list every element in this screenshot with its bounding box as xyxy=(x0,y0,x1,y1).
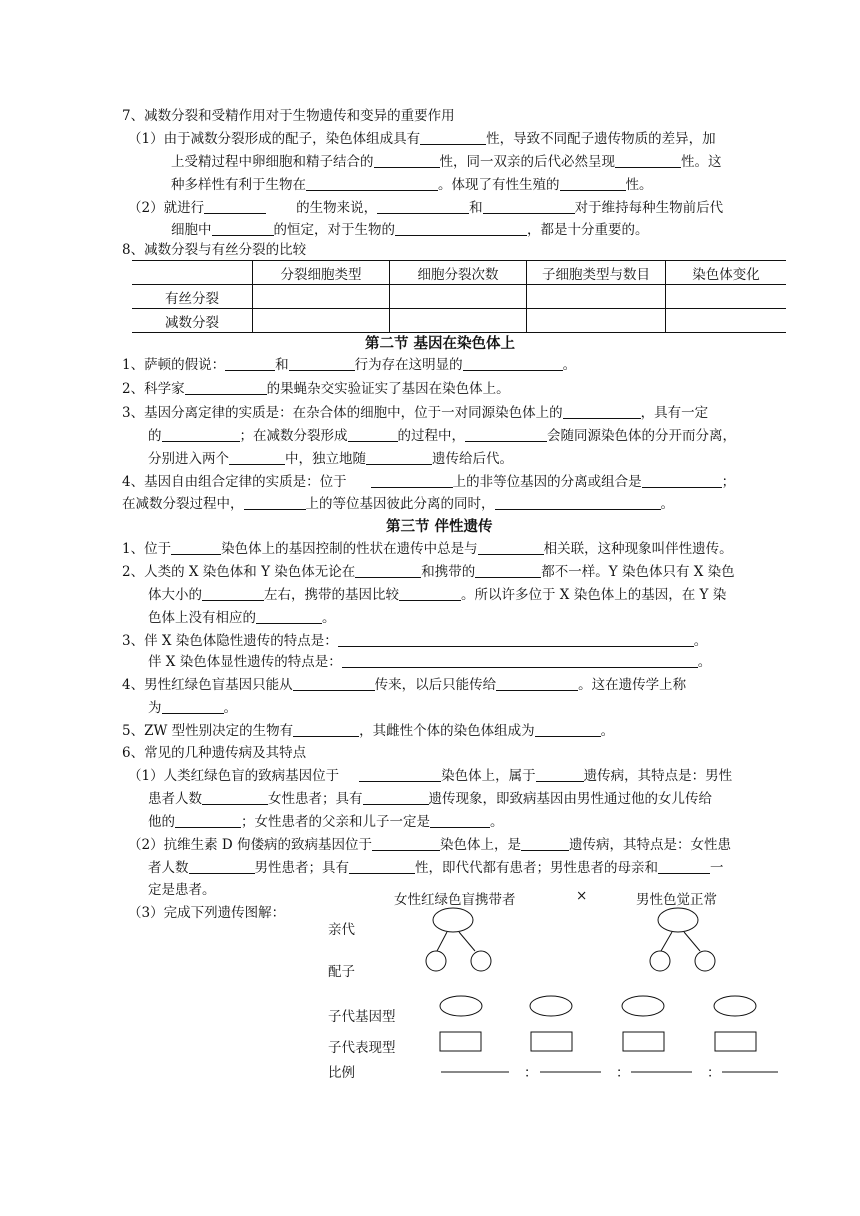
female-parent-oval[interactable] xyxy=(433,908,473,932)
s3-q5: 5、ZW 型性别决定的生物有 ，其雌性个体的染色体组成为 。 xyxy=(122,723,615,739)
table-header: 分裂细胞类型 xyxy=(253,261,390,285)
ratio-colon: ： xyxy=(707,1065,721,1081)
s3-q4-line1: 4、男性红绿色盲基因只能从 传来，以后只能传给 。这在遗传学上称 xyxy=(122,677,687,693)
s2-q4-line1: 4、基因自由组合定律的实质是：位于 上的非等位基因的分离或组合是 ； xyxy=(122,474,736,490)
offspring-genotype-oval[interactable] xyxy=(714,996,756,1016)
section3-heading: 第三节 伴性遗传 xyxy=(386,519,493,535)
label-ratio: 比例 xyxy=(328,1065,355,1081)
label-offspring-phenotype: 子代表现型 xyxy=(328,1040,396,1056)
label-offspring-genotype: 子代基因型 xyxy=(328,1009,396,1025)
q7-1-line1: （1）由于减数分裂形成的配子，染色体组成具有 性，导致不同配子遗传物质的差异，加 xyxy=(128,131,716,147)
s3-q2-line1: 2、人类的 X 染色体和 Y 染色体无论在 和携带的 都不一样。Y 染色体只有 X 染色 xyxy=(122,564,735,580)
s2-q4-line2: 在减数分裂过程中， 上的等位基因彼此分离的同时， 。 xyxy=(122,496,674,512)
table-row-label: 减数分裂 xyxy=(132,309,253,333)
female-gamete-circle[interactable] xyxy=(471,951,491,971)
male-gamete-circle[interactable] xyxy=(650,951,670,971)
s3-q6-1-line1: （1）人类红绿色盲的致病基因位于 染色体上，属于 遗传病，其特点是：男性 xyxy=(128,768,733,784)
s3-q4-line2: 为 。 xyxy=(148,700,237,716)
s2-q3-line3: 分别进入两个 中，独立地随 遗传给后代。 xyxy=(148,451,513,467)
table-header: 子细胞类型与数目 xyxy=(527,261,666,285)
q7-2-line2: 细胞中 的恒定，对于生物的 ，都是十分重要的。 xyxy=(171,222,649,238)
ratio-colon: ： xyxy=(524,1065,538,1081)
s2-q3-line2: 的 ；在减数分裂形成 的过程中， 会随同源染色体的分开而分离， xyxy=(148,428,736,444)
q7-title: 7、减数分裂和受精作用对于生物遗传和变异的重要作用 xyxy=(122,108,455,124)
offspring-phenotype-box[interactable] xyxy=(531,1032,572,1051)
s3-q6-1-line2: 患者人数 女性患者；具有 遗传现象，即致病基因由男性通过他的女儿传给 xyxy=(148,791,712,807)
female-parent-label: 女性红绿色盲携带者 xyxy=(394,892,516,908)
male-parent-oval[interactable] xyxy=(658,908,698,932)
offspring-phenotype-box[interactable] xyxy=(715,1032,756,1051)
s3-q6-2-line1: （2）抗维生素 D 佝偻病的致病基因位于 染色体上，是 遗传病，其特点是：女性患 xyxy=(128,837,731,853)
s3-q1: 1、位于 染色体上的基因控制的性状在遗传中总是与 相关联，这种现象叫伴性遗传。 xyxy=(122,541,733,557)
cross-symbol: × xyxy=(576,888,588,904)
q7-1-line3: 种多样性有利于生物在 。体现了有性生殖的 性。 xyxy=(171,177,653,193)
s2-q1: 1、萨顿的假说： 和 行为存在这明显的 。 xyxy=(122,357,577,373)
s3-q2-line2: 体大小的 左右，携带的基因比较 。所以许多位于 X 染色体上的基因，在 Y 染 xyxy=(148,587,727,603)
male-parent-label: 男性色觉正常 xyxy=(636,892,717,908)
s3-q6-1-line3: 他的 ；女性患者的父亲和儿子一定是 。 xyxy=(148,814,504,830)
table-row-label: 有丝分裂 xyxy=(132,285,253,309)
offspring-phenotype-box[interactable] xyxy=(623,1032,664,1051)
offspring-genotype-oval[interactable] xyxy=(440,996,482,1016)
offspring-phenotype-box[interactable] xyxy=(440,1032,481,1051)
s3-q6-3: （3）完成下列遗传图解： xyxy=(128,905,286,921)
s2-q3-line1: 3、基因分离定律的实质是：在杂合体的细胞中，位于一对同源染色体上的 ，具有一定 xyxy=(122,405,709,421)
offspring-genotype-oval[interactable] xyxy=(530,996,572,1016)
offspring-genotype-oval[interactable] xyxy=(622,996,664,1016)
label-gametes: 配子 xyxy=(328,964,355,980)
s3-q3-line2: 伴 X 染色体显性遗传的特点是： 。 xyxy=(148,654,712,670)
s3-q3-line1: 3、伴 X 染色体隐性遗传的特点是： 。 xyxy=(122,633,708,649)
s3-q6-2-line3: 定是患者。 xyxy=(148,882,216,898)
q7-2-line1: （2）就进行 的生物来说， 和 对于维持每种生物前后代 xyxy=(128,200,724,216)
s2-q2: 2、科学家 的果蝇杂交实验证实了基因在染色体上。 xyxy=(122,381,510,397)
s3-q6-2-line2: 者人数 男性患者；具有 性，即代代都有患者；男性患者的母亲和 一 xyxy=(148,860,724,876)
table-header: 染色体变化 xyxy=(666,261,787,285)
s3-q6-title: 6、常见的几种遗传病及其特点 xyxy=(122,745,307,761)
label-parents: 亲代 xyxy=(328,922,355,938)
section2-heading: 第二节 基因在染色体上 xyxy=(365,336,516,352)
q7-1-line2: 上受精过程中卵细胞和精子结合的 性，同一双亲的后代必然呈现 性。这 xyxy=(171,154,722,170)
female-gamete-circle[interactable] xyxy=(426,951,446,971)
s3-q2-line3: 色体上没有相应的 。 xyxy=(148,610,336,626)
table-header: 细胞分裂次数 xyxy=(390,261,527,285)
male-gamete-circle[interactable] xyxy=(695,951,715,971)
ratio-colon: ： xyxy=(616,1065,630,1081)
q8-title: 8、减数分裂与有丝分裂的比较 xyxy=(122,242,307,258)
